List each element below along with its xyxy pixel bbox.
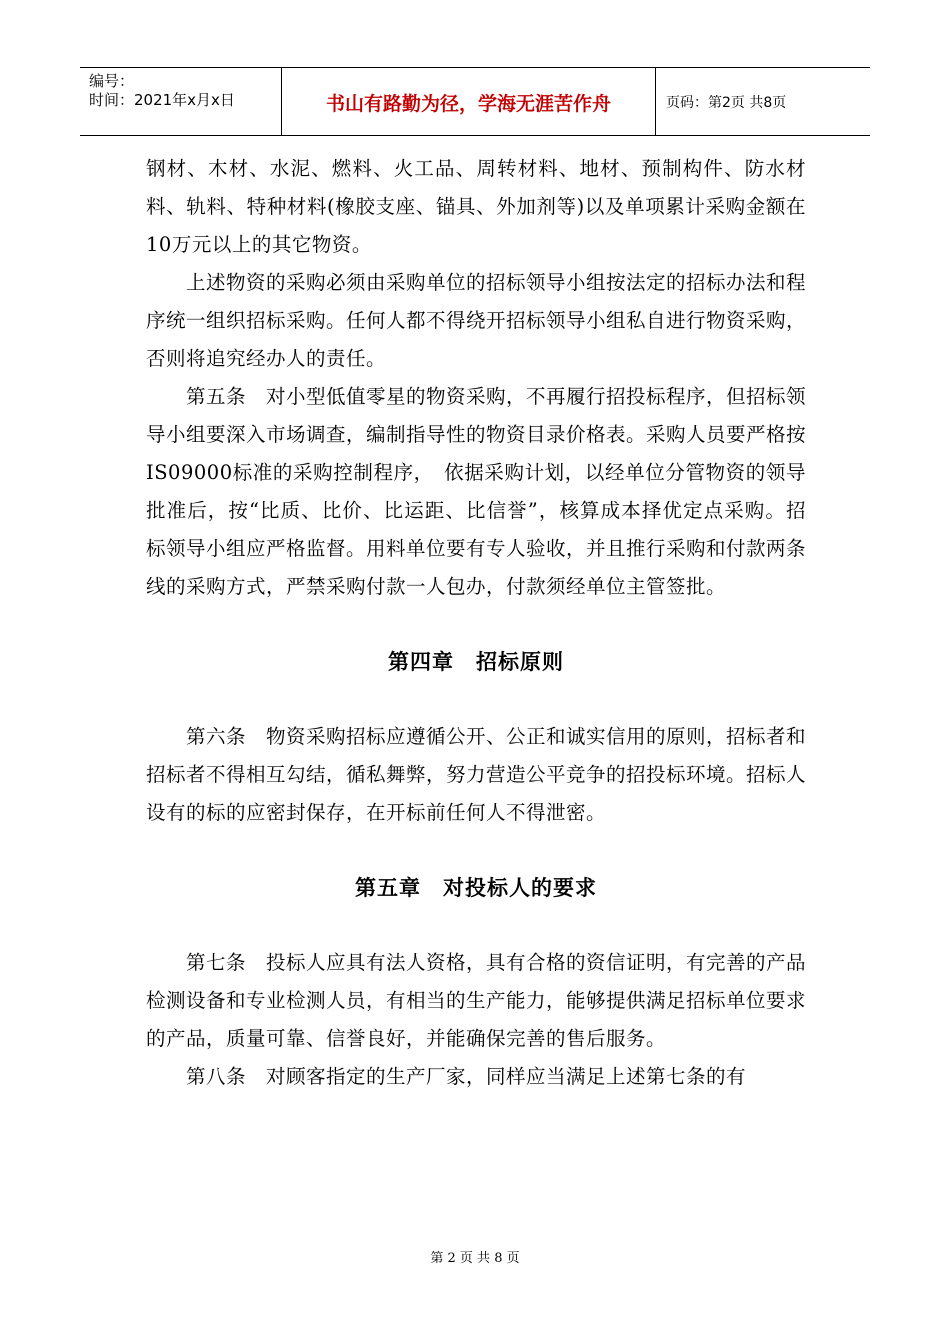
chapter-4-heading: 第四章 招标原则: [388, 650, 564, 674]
chapter-5-heading: 第五章 对投标人的要求: [355, 876, 597, 900]
paragraph-article-6: 第六条 物资采购招标应遵循公开、公正和诚实信用的原则，招标者和招标者不得相互勾结，循私舞弊，努力营造公平竞争的招投标环境。招标人设有的标的应密封保存，在开标前任何人不得泄密。: [146, 725, 807, 824]
paragraph-1: 钢材、木材、水泥、燃料、火工品、周转材料、地材、预制构件、防水材料、轨料、特种材料(橡胶支座、锚具、外加剂等)以及单项累计采购金额在10万元以上的其它物资。: [146, 157, 806, 256]
paragraph-article-7: 第七条 投标人应具有法人资格，具有合格的资信证明，有完善的产品检测设备和专业检测人员，有相当的生产能力，能够提供满足招标单位要求的产品，质量可靠、信誉良好，并能确保完善的售后服务。: [146, 951, 807, 1050]
document-body: [146, 150, 806, 1096]
page-footer: 第 2 页 共 8 页: [430, 1251, 520, 1266]
paragraph-2: 上述物资的采购必须由采购单位的招标领导小组按法定的招标办法和程序统一组织招标采购。任何人都不得绕开招标领导小组私自进行物资采购，否则将追究经办人的责任。: [146, 271, 807, 370]
time-label: 时间：2021年x月x日: [89, 91, 235, 109]
paragraph-article-5: 第五条 对小型低值零星的物资采购，不再履行招投标程序，但招标领导小组要深入市场调查，编制指导性的物资目录价格表。采购人员要严格按IS09000标准的采购控制程序， 依据采购计划，以经单位分管物资的领导批准后，按“比质、比价、比运距、比信誉”，核算成本择优定点采购。招标领导小组应严格监督。用料单位要有专人验收，并且推行采购和付款两条线的采购方式，严禁采购付款一人包办，付款须经单位主管签批。: [146, 385, 807, 598]
header-meta-cell: [80, 68, 282, 135]
header-page-info: 页码：第2页 共8页: [666, 94, 787, 111]
page-header: [80, 67, 870, 136]
number-label: 编号：: [89, 72, 135, 90]
paragraph-article-8: 第八条 对顾客指定的生产厂家，同样应当满足上述第七条的有: [186, 1065, 747, 1088]
header-motto: 书山有路勤为径，学海无涯苦作舟: [282, 68, 656, 135]
